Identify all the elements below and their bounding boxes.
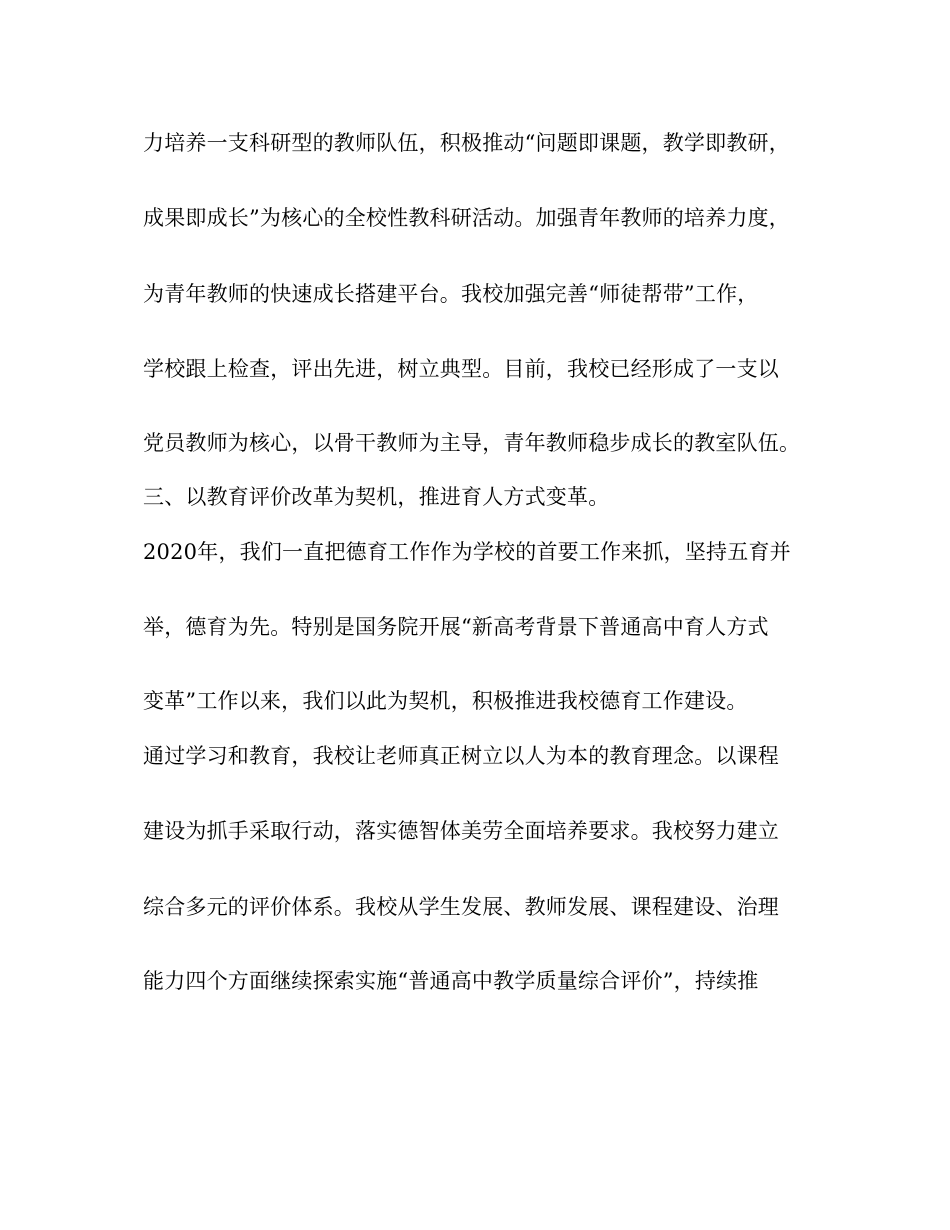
- body-text-line: 2020年，我们一直把德育工作作为学校的首要工作来抓，坚持五育并: [143, 540, 791, 564]
- body-text-line: 学校跟上检查，评出先进，树立典型。目前，我校已经形成了一支以: [143, 357, 779, 381]
- body-text-line: 举，德育为先。特别是国务院开展“新高考背景下普通高中育人方式: [143, 615, 769, 639]
- body-text-line: 变革”工作以来，我们以此为契机，积极推进我校德育工作建设。: [143, 689, 748, 713]
- section-heading: 三、以教育评价改革为契机，推进育人方式变革。: [143, 485, 610, 509]
- body-text-line: 能力四个方面继续探索实施“普通高中教学质量综合评价”，持续推: [143, 969, 759, 993]
- body-text-line: 成果即成长”为核心的全校性教科研活动。加强青年教师的培养力度，: [143, 206, 790, 230]
- body-text-line: 通过学习和教育，我校让老师真正树立以人为本的教育理念。以课程: [143, 744, 779, 768]
- body-text-line: 力培养一支科研型的教师队伍，积极推动“问题即课题，教学即教研，: [143, 131, 790, 155]
- body-text-line: 建设为抓手采取行动，落实德智体美劳全面培养要求。我校努力建立: [143, 819, 779, 843]
- body-text-line: 党员教师为核心，以骨干教师为主导，青年教师稳步成长的教室队伍。: [143, 431, 801, 455]
- body-text-line: 综合多元的评价体系。我校从学生发展、教师发展、课程建设、治理: [143, 895, 779, 919]
- body-text-line: 为青年教师的快速成长搭建平台。我校加强完善“师徒帮带”工作，: [143, 282, 759, 306]
